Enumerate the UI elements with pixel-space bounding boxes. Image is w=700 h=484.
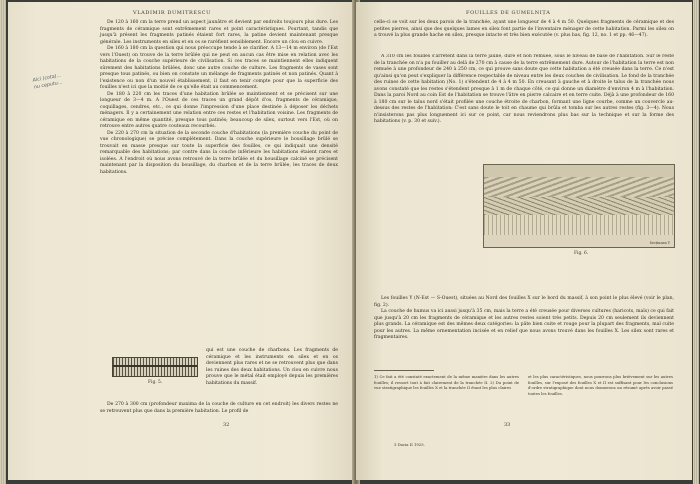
left-page [8, 2, 356, 480]
figure-6-layer [484, 177, 674, 197]
paragraph: Les fouilles Y (N-Est — S-Ouest), situées au Nord des fouilles X sur le bord du massif, à son point le plus élevé (voir le plan, fig. 2). [374, 296, 674, 308]
footnote-rule [374, 370, 434, 371]
left-page-bottom-text [100, 402, 338, 415]
footnotes-column-2: et les plus caractéristiques, nous pourrons plus brièvement sur les autres fouilles, sur l'exposé des fouilles X et II est suffisant pour les conclusions d'ordre stratigraphique dont nous donnerons un résumé après avoir passé toutes les fouilles. [528, 374, 673, 396]
left-page-edges [0, 0, 6, 484]
left-running-head: VLADIMIR DUMITRESCU [133, 10, 211, 16]
paragraph: La couche de humus va ici aussi jusqu'à 35 cm, mais la terre a été creusée pour diverses cultures (haricots, maïs) ce qui fait que jusqu'à 20 cm les fragments de céramique et les autres restes soient très petits. Depuis 20 cm seulement ils deviennent plus grands. La céramique est des mêmes deux catégories: la pâte bien cuite et rouge pour la plupart des fragments, mal cuite pour les autres. La même ornementation incisée et en relief que nous avons trouvé dans les fouilles X. Les silex sont rares et fragmentaires. [374, 309, 674, 340]
left-page-body [100, 20, 338, 176]
left-page-number: 32 [223, 422, 230, 428]
figure-6-trench-section [483, 164, 675, 248]
right-running-head: FOUILLES DE GUMELNIȚA [466, 10, 551, 16]
right-page [356, 2, 692, 480]
paragraph: De 220 à 270 cm la situation de la seconde couche d'habitations (la première couche du point de vue chronologique) se précise complètement. Dans la couche supérieure le bousillage brûlé se trouvait en masse presque sur toute la superficie des fouilles, ce qui indiquait une densité remarquable des habitations; par contre dans la couche inférieure les habitations étaient rares et isolées. A l'endroit où nous avons retrouvé de la terre brûlée et du bousillage calciné se précisent maintenant par la disposition du bousillage, du charbon et de la terre brûlée, les traces de deux habitations. [100, 130, 338, 175]
right-page-body-top [374, 20, 674, 40]
paragraph: A 310 cm les fouilles s'arrêtent dans la terre jaune, dure et non remuée, sous le niveau de base de l'habitation. Sur le reste de la tranchée on n'a pu fouiller au delà de 270 cm à cause de la terre extrêmement dure. Autour de l'habitation la terre est non remuée à une profondeur de 240 à 250 cm, ce qui prouve sans doute que cette habitation a été creusée dans la terre. Ce n'est qu'ainsi qu'on peut s'expliquer la différence respectable de niveau entre les deux couches de civilisation. Le fond de la tranchée des ruines de cette habitation (No. 1) s'étendent de 4 à 4 m 50. En creusant à gauche et à droite le talus de la tranchée nous avons constaté que les restes s'étendent presque à 1 m de chaque côté, ce qui donne un diamètre d'environ 4 m à l'habitation. Dans la paroi Nord au coin Est de l'habitation se trouve l'âtre en pierre calcaire et en terre cuite. Déjà à une profondeur de 160 à 180 cm sur le talus nord s'était profilée une couche étroite de charbon, formant une ligne courbe, comme un couvercle au-dessus des restes de l'habitation: C'est sans doute le toit en chaume qui brûla et tomba sur les autres restes (fig. 3—4). Nous n'insisterons pas plus longuement ici sur ce point, car nous reviendrons plus bas sur la technique et sur la forme des habitations (v. p. 30 et suiv.). [374, 54, 674, 124]
figure-6-inner-label: Secțiunea Y [649, 241, 670, 245]
figure-5-side-text [206, 348, 338, 387]
paragraph: De 120 à 160 cm la terre prend un aspect jaunâtre et devient par endroits toujours plus dure. Les fragments de céramique sont extrêmement rares et point caractéristiques. Pourtant, tandis que jusqu'à présent les fragments patinés étaient fort rares, la patine devient maintenant presque générale. Les instruments en silex et en os se raréfient sensiblement. Encore un clou en cuivre. [100, 20, 338, 45]
paragraph: qui est une couche de charbons. Les fragments de céramique et les instruments en silex et en os deviennent plus rares et ne se retrouvent plus que dans les ruines des deux habitations. Un clou en cuivre nous prouve que le métal était employé depuis les premières habitations du massif. [206, 348, 338, 386]
figure-6-layer [484, 197, 674, 215]
footnotes-column-1: 1) Ce fait a été constaté exactement de la même manière dans les autres fouilles; il ressort tout à fait clairement de la tranchée II. 2) Du point de vue stratigraphique les fouilles X et la tranchée II étant les plus claires [374, 374, 519, 390]
figure-5-section-drawing [112, 357, 198, 377]
right-page-body-bottom [374, 296, 674, 342]
figure-6-layer [484, 215, 674, 235]
signature-mark: 3 Dacia II 1925. [394, 442, 425, 447]
right-page-edges [693, 0, 699, 484]
paragraph: De 180 à 220 cm les traces d'une habitation brûlée se maintiennent et se précisent sur une longueur de 3—4 m. A l'Ouest de ces traces un grand dépôt d'os, fragments de céramique, coquillages, cendres, etc., ce qui donne l'impression d'une place destinée à déposer les déchets ménagers. Il y a certainement une relation entre ces restes et l'habitation voisine. Les fragments de céramique en même quantité, presque tous patinés; beaucoup de silex, surtout vers l'Est, où on retrouve entre autres quatre couteaux recourbés. [100, 91, 338, 129]
paragraph: De 270 à 300 cm (profondeur maxima de la couche de culture en cet endroit) les divers restes ne se retrouvent plus que dans la première habitation. Le profil de [100, 402, 338, 414]
paragraph: De 160 à 180 cm la question qui nous préoccupe tende à se clarifier. A 13—14 m environ (de l'Est vers l'Ouest) on trouve de la terre brûlée qui ne peut en aucun cas être mise en relation avec les habitations de la couche supérieure de civilisation. Si ces traces se maintiennent elles indiquent sûrement des habitations brûlées, donc une autre couche de culture. Les fragments de vases sont presque tous patinés, ou bien on constate un mélange de fragments patinés et non patinés. Quant à l'existence ou non d'un nouvel établissement, il faut en tenir compte pour que la superficie des fouilles n'est ici que la moitié de ce qu'elle était au commencement. [100, 46, 338, 90]
figure-6-layer [484, 165, 674, 177]
handwritten-margin-note: Aici (cota)… nu ceputu… [32, 73, 64, 91]
right-page-number: 33 [504, 422, 511, 428]
paragraph: celle-ci se voit sur les deux parois de la tranchée, ayant une longueur de 4 à 4 m 50. Quelques fragments de céramique et des petites pierres, ainsi que des quelques lames en silex font partie de l'inventaire ménager de cette habitation. Parmi les silex on a trouvé la plus grande hache en silex, presque intacte et très bien exécutée (v. plus bas, fig. 12, no. 1 et pp. 46—47). [374, 20, 674, 38]
figure-5-caption: Fig. 5. [148, 380, 163, 385]
figure-6-caption: Fig. 6. [574, 251, 589, 256]
